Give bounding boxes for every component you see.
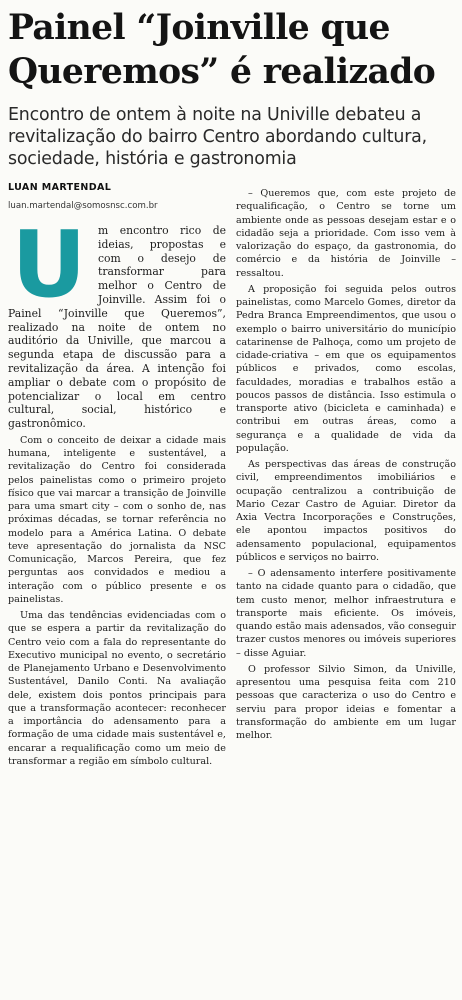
deck-subtitle: Encontro de ontem à noite na Univille debateu a revitalização do bairro Centro abordando cultura, sociedade, história e gastronomia (8, 105, 427, 169)
paragraph: Uma das tendências evidenciadas com o que se espera a partir da revitalização do Centro veio com a fala do representante do Executivo municipal no evento, o secretário de Planejamento Urbano e Desenvolvimento Sustentável, Danilo Conti. Na avaliação dele, existem dois pontos principais para que a transformação acontecer: reconhecer a importância do adensamento para a formação de uma cidade mais sustentável e, encarar a requalificação como um meio de transformar a região em símbolo cultural. (8, 610, 226, 767)
paragraph: O professor Silvio Simon, da Univille, apresentou uma pesquisa feita com 210 pessoas que caracteriza o uso do Centro e serviu para propor ideias e fomentar a transformação do ambiente em um lugar melhor. (236, 663, 456, 741)
author-email: luan.martendal@somosnsc.com.br (8, 201, 158, 211)
paragraph: As perspectivas das áreas de construção civil, empreendimentos imobiliários e ocupação centralizou a contribuição de Mario Cezar Castro de Aguiar. Diretor da Axia Vectra Incorporações e Construções, ele apontou impactos positivos do adensamento populacional, equipamentos públicos e serviços no bairro. (236, 459, 456, 563)
drop-cap (8, 228, 90, 300)
svg-text:U: U (11, 228, 87, 300)
article-column-right (236, 187, 456, 745)
paragraph: A proposição foi seguida pelos outros painelistas, como Marcelo Gomes, diretor da Pedra Branca Empreendimentos, que usou o exemplo o bairro universitário do município catarinense de Palhoça, como um projeto de cidade-criativa – em que os equipamentos públicos e privados, como escolas, faculdades, moradias e trabalhos estão a poucos passos de distância. Isso estimula o transporte ativo (bicicleta e caminhada) e contribui em outras áreas, como a segurança e a qualidade de vida da população. (236, 283, 456, 454)
paragraph: m encontro rico de ideias, propostas e com o desejo de transformar para melhor o Centro de Joinville. Assim foi o Painel “Joinville que Queremos”, realizado na noite de ontem no auditório da Univille, que marcou a segunda etapa de discussão para a revitalização da área. A intenção foi ampliar o debate com o propósito de potencializar o local em centro cultural, social, histórico e gastronômico. (8, 224, 226, 431)
paragraph: – O adensamento interfere positivamente tanto na cidade quanto para o cidadão, que tem custo menor, melhor infraestrutura e transporte mais eficiente. Os imóveis, quando estão mais adensados, vão conseguir trazer custos menores ou imóveis superiores – disse Aguiar. (236, 568, 456, 659)
byline: LUAN MARTENDAL (8, 182, 112, 193)
article-column-left (8, 224, 226, 771)
headline: Painel “Joinville que Queremos” é realizado (8, 8, 436, 92)
paragraph: – Queremos que, com este projeto de requalificação, o Centro se torne um ambiente onde as pessoas desejam estar e o cidadão seja a prioridade. Com isso vem à valorização do espaço, da gastronomia, do comércio e da história de Joinville – ressaltou. (236, 188, 456, 279)
paragraph: Com o conceito de deixar a cidade mais humana, inteligente e sustentável, a revitalização do Centro foi considerada pelos painelistas como o primeiro projeto físico que vai marcar a transição de Joinville para uma smart city – com o sonho de, nas próximas décadas, se tornar referência no modelo para a América Latina. O debate teve apresentação do jornalista da NSC Comunicação, Marcos Pereira, que fez perguntas aos convidados e mediou a interação com o público presente e os painelistas. (8, 434, 226, 605)
